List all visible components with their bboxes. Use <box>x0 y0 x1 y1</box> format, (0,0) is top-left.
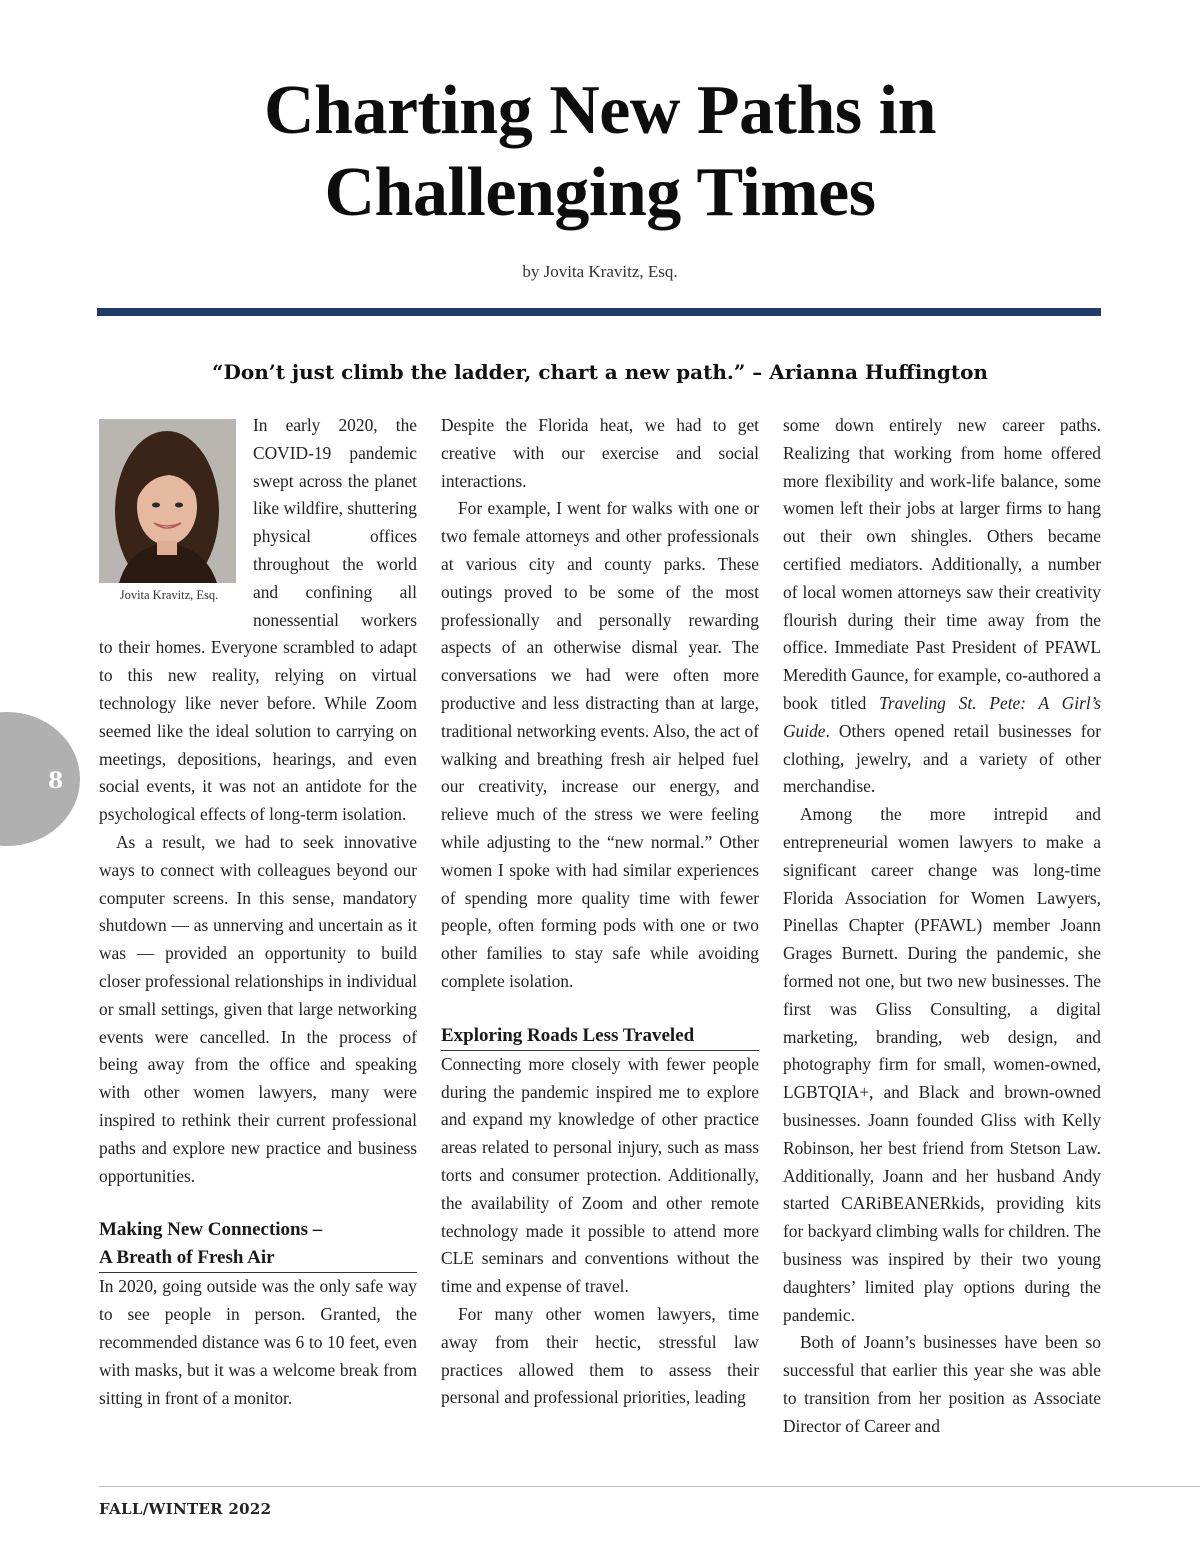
author-photo-box <box>99 419 239 603</box>
title-line-2: Challenging Times <box>324 154 876 231</box>
paragraph-text: some down entirely new career paths. Realizing that working from home offered more flexibility and work-life balance, some women left their jobs at larger firms to hang out their own shingles. Others became certified mediators. Additionally, a number of local women attorneys saw their creativity flourish during their time away from the office. Immediate Past President of PFAWL Meredith Gaunce, for example, co-authored a book titled <box>783 415 1101 713</box>
paragraph: In early 2020, the COVID-19 pandemic swept across the planet like wildfire, shuttering physical offices throughout the world and confining all nonessential workers to their homes. Everyone scrambled to adapt to this new reality, relying on virtual technology like never before. While Zoom seemed like the ideal solution to carrying on meetings, depositions, hearings, and even social events, it was not an antidote for the psychological effects of long-term isolation. <box>99 415 417 825</box>
pull-quote: “Don’t just climb the ladder, chart a new path.” – Arianna Huffington <box>212 360 988 384</box>
title-line-1: Charting New Paths in <box>263 72 937 149</box>
section-heading-line: Making New Connections – <box>99 1219 323 1241</box>
footer-divider <box>99 1486 1200 1487</box>
paragraph: For many other women lawyers, time away from their hectic, stressful law practices allowed them to assess their personal and professional priorities, leading <box>441 1303 759 1408</box>
author-photo <box>99 419 236 583</box>
issue-label: FALL/WINTER 2022 <box>99 1500 272 1518</box>
page-number: 8 <box>48 768 64 794</box>
page-number-tab <box>0 712 80 846</box>
paragraph: As a result, we had to seek innovative ways to connect with colleagues beyond our computer screens. In this sense, mandatory shutdown — as unnerving and uncertain as it was — provided an opportunity to build closer professional relationships in individual or small settings, given that large networking events were cancelled. In the process of being away from the office and speaking with other women lawyers, many were inspired to rethink their current professional paths and explore new practice and business opportunities. <box>99 831 417 1186</box>
section-heading-line: A Breath of Fresh Air <box>99 1247 275 1269</box>
paragraph: Both of Joann’s businesses have been so successful that earlier this year she was able to transition from her position as Associate Director of Career and <box>783 1332 1101 1436</box>
paragraph-text: . Others opened retail businesses for clothing, jewelry, and a variety of other merchandise. <box>783 720 1101 797</box>
paragraph: In 2020, going outside was the only safe way to see people in person. Granted, the recommended distance was 6 to 10 feet, even with masks, but it was a welcome break from sitting in front of a monitor. <box>99 1276 417 1408</box>
column-2 <box>441 412 759 1412</box>
column-1 <box>99 412 417 1412</box>
section-heading: Exploring Roads Less Traveled <box>441 1022 759 1051</box>
paragraph: Among the more intrepid and entrepreneurial women lawyers to make a significant career change was long-time Florida Association for Women Lawyers, Pinellas Chapter (PFAWL) member Joann Grages Burnett. During the pandemic, she formed not one, but two new businesses. The first was Gliss Consulting, a digital marketing, branding, web design, and photography firm for small, women-owned, LGBTQIA+, and Black and brown-owned businesses. Joann founded Gliss with Kelly Robinson, her best friend from Stetson Law. Additionally, Joann and her husband Andy started CARiBEANERkids, providing kits for backyard climbing walls for children. The business was inspired by their two young daughters’ limited play options during the pandemic. <box>783 804 1101 1325</box>
paragraph: Despite the Florida heat, we had to get creative with our exercise and social interactions. <box>441 415 759 491</box>
byline: by Jovita Kravitz, Esq. <box>522 262 678 281</box>
paragraph: For example, I went for walks with one or two female attorneys and other professionals at various city and county parks. These outings proved to be some of the most professionally and personally rewarding aspects of an otherwise dismal year. The conversations we had were often more productive and less distracting than at large, traditional networking events. Also, the act of walking and breathing fresh air helped fuel our creativity, increase our energy, and relieve much of the stress we were feeling while adjusting to the “new normal.” Other women I spoke with had similar experiences of spending more quality time with fewer people, often forming pods with one or two other families to stay safe while avoiding complete isolation. <box>441 498 759 991</box>
photo-caption: Jovita Kravitz, Esq. <box>119 588 219 602</box>
book-title: Traveling St. Pete: A Girl’s Guide <box>783 692 1101 741</box>
paragraph: Connecting more closely with fewer people during the pandemic inspired me to explore and expand my knowledge of other practice areas related to personal injury, such as mass torts and consumer protection. Additionally, the availability of Zoom and other remote technology made it possible to attend more CLE seminars and conventions without the time and expense of travel. <box>441 1053 759 1297</box>
paragraph <box>783 412 1101 801</box>
section-heading <box>99 1216 417 1273</box>
article-title <box>0 70 1200 234</box>
column-3 <box>783 412 1101 1440</box>
title-divider <box>97 308 1101 316</box>
